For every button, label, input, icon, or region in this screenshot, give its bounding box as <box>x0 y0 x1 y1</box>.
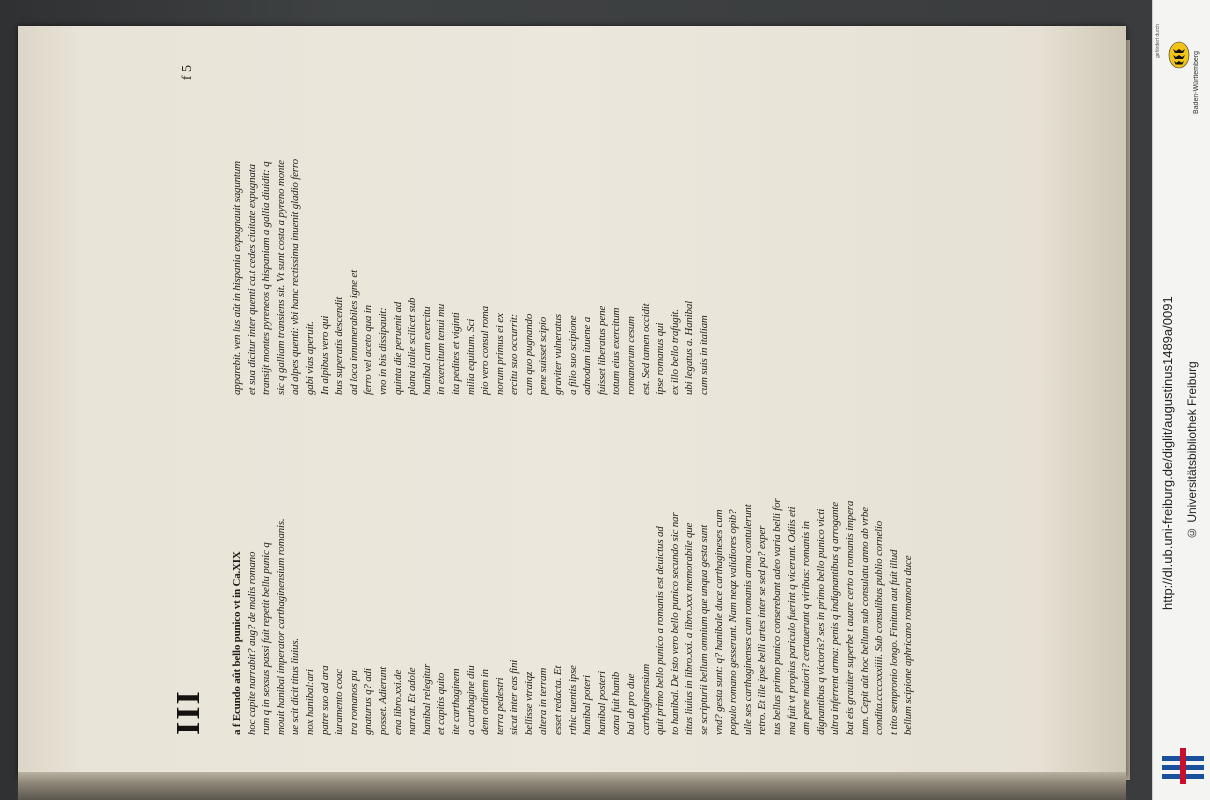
text-line: vnd? gesta sunt: q? hanibale duce carthagineses cum <box>712 509 725 735</box>
text-line: vno in bis dissipauit: <box>376 307 389 395</box>
text-line: quinta die peruenit ad <box>391 301 404 395</box>
text-line: a filio suo scipione <box>566 315 579 395</box>
text-line: hoc capite narrabit? aug? de malis romano <box>245 551 258 735</box>
text-line: ma fuit vt propius pariculo fuerint q vicerunt. Odiis eti <box>785 506 798 735</box>
text-line: terra pedestri <box>493 677 506 735</box>
text-line: apparebit. ven lus aût in hispania expugnauit saguntum <box>231 161 243 395</box>
text-line: ad loca innumerabiles igne et <box>347 270 360 395</box>
text-line: graviter vulneratus <box>552 314 565 395</box>
text-line: bat eis grauiter superbe t auare certo a romanis impera <box>843 500 856 735</box>
text-line: et sua dicitur inter quenti ca.t cedes ciuitate expugnata <box>245 164 258 395</box>
text-line: transijt montes pyreneos q hispaniam a gallia diuidit: q <box>260 161 273 395</box>
text-line: esset redacta. Et <box>552 665 565 735</box>
page-number: f 5 <box>180 65 195 81</box>
text-line: t tito sempronio longo. Finitum aut fuit illud <box>887 549 900 735</box>
text-line: adnodum iuuene a <box>581 316 594 395</box>
text-line: sic q galliam transiens sit. Vt sunt costa a pyreno monte <box>274 160 287 395</box>
text-line: pene suisset scipio <box>537 316 550 395</box>
text-line: cum quo pugnando <box>522 313 535 395</box>
text-line: to hanibal. De isto vero bello punico secundo sic nar <box>668 512 681 735</box>
text-line: totum eius exercitum <box>610 307 623 395</box>
text-line: ena libro.xxi.de <box>391 669 404 735</box>
text-line: In alpibus vero qui <box>318 315 331 395</box>
text-line: rthic tuentis ipse <box>566 665 579 735</box>
text-line: ita pedites et viginti <box>449 312 462 395</box>
text-line: tra romanos pu <box>347 670 360 735</box>
ub-freiburg-logo-icon[interactable] <box>1162 746 1204 786</box>
page-edge-bottom <box>18 772 1126 800</box>
text-line: ad alpes quenti: vbi hanc rectissima inuenit gladio ferro <box>289 159 302 395</box>
text-line: fuisset liberatus pene <box>595 305 608 395</box>
text-column-right <box>230 95 712 395</box>
funded-by-label: gefördert durch <box>1155 24 1161 58</box>
text-line: ozna fuit hanib <box>610 671 623 735</box>
text-line: tus bellus primo punico conserebant adeo varia belli for <box>770 498 783 735</box>
text-line: retro. Et ille ipse belli artes inter se sed pa? exper <box>756 525 769 735</box>
text-line: patre suo ad ara <box>318 665 331 735</box>
text-line: et capitis quito <box>435 672 448 735</box>
text-line: milia equitum. Sci <box>464 318 477 395</box>
text-line: gnaturus q? adi <box>362 668 375 735</box>
text-line: condita.ccccxxxiiii. Sub consulibus publio cornelio <box>873 520 886 735</box>
text-line: ercitu suo occurrit: <box>508 313 521 395</box>
text-line: a f Ecundo aût bello punico vt in Ca.XIX <box>231 551 243 735</box>
text-line: ipse romanus qui <box>654 322 667 395</box>
text-line: dignantibus q victoris? ses in primo bello punico victi <box>814 508 827 735</box>
text-line: ue scit dicit titus liuius. <box>289 638 302 735</box>
text-line: ferro vel aceto qua in <box>362 305 375 395</box>
text-line: in exercitum tenui mu <box>435 303 448 395</box>
text-line: carthaginensium <box>639 664 652 735</box>
text-line: bellisse vtraiqz <box>522 671 535 735</box>
text-line: se scripturii bellum omnium que unqua gesta sunt <box>698 524 710 735</box>
text-line: ultra inferrent arma: penis q indignantibus q arrogante <box>829 502 842 735</box>
copyright-label: © Universitätsbibliothek Freiburg <box>1185 361 1199 540</box>
text-line: ubi legatus a. Hanibal <box>683 301 696 395</box>
text-line: posset. Adierunt <box>376 666 389 735</box>
text-line: populo romano gesserunt. Nam neqz validiores opib? <box>727 509 740 735</box>
text-column-left <box>230 435 916 735</box>
text-line: hanibal cum exercitu <box>420 306 433 395</box>
text-line: romanorum cesum <box>625 316 638 395</box>
text-line: bellum scipione aphricano romanoru duce <box>902 555 915 735</box>
text-line: est. Sed tamen occidit <box>639 303 652 395</box>
text-line: mouit hanibal imperator carthaginensium romanis. <box>274 518 287 735</box>
text-line: titus liuius in libro.xxi. a libro.xxx memorabile que <box>683 522 696 735</box>
text-line: nox hanibal:ari <box>303 669 316 735</box>
text-line: sicut inter eas fini <box>508 659 521 735</box>
text-line: ulle ses carthaginenses cum romanis arma contulerunt <box>741 504 754 735</box>
text-line: iuramento coac <box>333 669 346 735</box>
rotated-text-block <box>170 65 1030 735</box>
text-line: quit primo bello punico a romanis est deuictus ad <box>654 526 667 735</box>
region-label: Baden-Württemberg <box>1193 50 1200 114</box>
text-line: narrat. Et adole <box>406 667 419 735</box>
text-line: bal ab pro due <box>625 673 638 735</box>
text-line: gabi vias aperuit. <box>303 321 316 395</box>
text-line: a carthagine diu <box>464 665 477 735</box>
text-line: am pene maiori? certauerunt q viribus: romanis in <box>800 521 813 735</box>
baden-wuerttemberg-logo <box>1168 40 1190 70</box>
text-line: norum primus ei ex <box>493 313 506 395</box>
text-line: ex illo bello trafugit. <box>668 309 681 395</box>
text-line: hanibal poteri <box>581 675 594 735</box>
text-line: rum q in sexsus passi fuit repetit bellu punic q <box>260 542 273 735</box>
permalink-url[interactable]: http://dl.ub.uni-freiburg.de/diglit/augustinus1489a/0091 <box>1160 296 1175 610</box>
folio-mark: III <box>170 689 207 735</box>
text-line: ite carthaginem <box>449 668 462 735</box>
text-line: hanibal posteri <box>595 671 608 735</box>
text-line: cum suis in italiam <box>698 315 710 395</box>
text-line: hanibal relegitur <box>420 663 433 735</box>
text-line: plana italie scilicet sub <box>406 297 419 395</box>
text-line: altera in terram <box>537 667 550 735</box>
text-line: tum. Cepit aût hoc bellum sub consulatu anno ab vrbe <box>858 507 871 735</box>
text-line: pio vero consul roma <box>479 306 492 395</box>
text-line: dem ordinem in <box>479 669 492 735</box>
text-line: bus superatis descendit <box>333 296 346 395</box>
